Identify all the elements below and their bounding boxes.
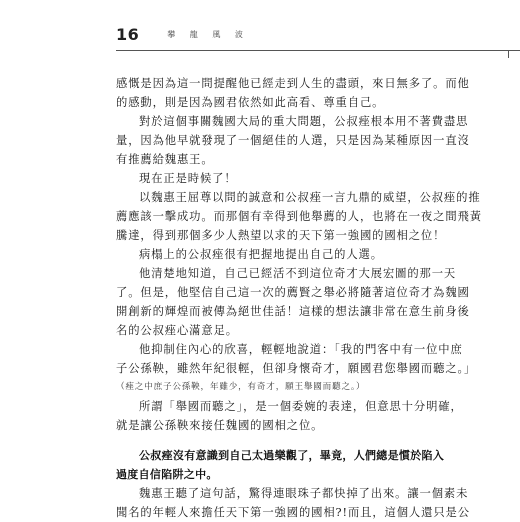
body-line: 的感動，則是因為國君依然如此高看、尊重自己。 [116, 96, 385, 109]
header-rule [116, 50, 520, 51]
body-line: 以魏惠王屈尊以問的誠意和公叔痤一言九鼎的威望，公叔痤的推 [139, 191, 481, 204]
header-rule-tick [508, 50, 509, 58]
body-line: 所謂「舉國而聽之」，是一個委婉的表達，但意思十分明確， [139, 400, 463, 413]
body-line: 現在正是時候了！ [139, 172, 237, 185]
body-line: 子公孫鞅，雖然年紀很輕，但卻身懷奇才，願國君您舉國而聽之。」 [116, 362, 477, 375]
body-line: 病榻上的公叔痤很有把握地提出自己的人選。 [139, 248, 383, 261]
body-line: 對於這個事關魏國大局的重大問題，公叔痤根本用不著費盡思 [139, 115, 469, 128]
body-line: 魏惠王聽了這句話，驚得連眼珠子都快掉了出來。讓一個素未 [139, 487, 469, 500]
body-line: 他清楚地知道，自己已經活不到這位奇才大展宏圖的那一天 [139, 267, 457, 280]
body-line: 量，因為他早就發現了一個絕佳的人選，只是因為某種原因一直沒 [116, 134, 470, 147]
body-line: 聞名的年輕人來擔任天下第一強國的國相?!而且，這個人還只是公 [116, 506, 470, 519]
body-line: 有推薦給魏惠王。 [116, 153, 214, 166]
paragraph-spacer [116, 435, 508, 446]
body-line: 就是讓公孫鞅來接任魏國的國相之位。 [116, 419, 324, 432]
classical-quote-note: （痤之中庶子公孫鞅，年雖少，有奇才，願王舉國而聽之。） [116, 382, 366, 392]
emphasis-line: 公叔痤沒有意識到自己太過樂觀了，畢竟，人們總是慣於陷入 [139, 449, 445, 462]
running-title: 攀 龍 風 波 [167, 29, 249, 39]
body-line: 了。但是，他堅信自己這一次的薦賢之舉必將隨著這位奇才為魏國 [116, 286, 470, 299]
page-number: 16 [116, 24, 140, 44]
body-line: 開創新的輝煌而被傳為絕世佳話！這樣的想法讓非常在意生前身後 [116, 305, 470, 318]
body-line: 名的公叔痤心滿意足。 [116, 324, 238, 337]
page-header [116, 24, 508, 44]
body-line: 感慨是因為這一問提醒他已經走到人生的盡頭，來日無多了。而他 [116, 77, 470, 90]
body-line: 薦應該一擊成功。而那個有幸得到他舉薦的人，也將在一夜之間飛黃 [116, 210, 482, 223]
page-body [116, 74, 508, 522]
emphasis-line: 過度自信陷阱之中。 [116, 468, 218, 481]
body-line: 他抑制住內心的欣喜，輕輕地說道：「我的門客中有一位中庶 [139, 343, 463, 356]
body-line: 騰達，得到那個多少人熱望以求的天下第一強國的國相之位！ [116, 229, 446, 242]
